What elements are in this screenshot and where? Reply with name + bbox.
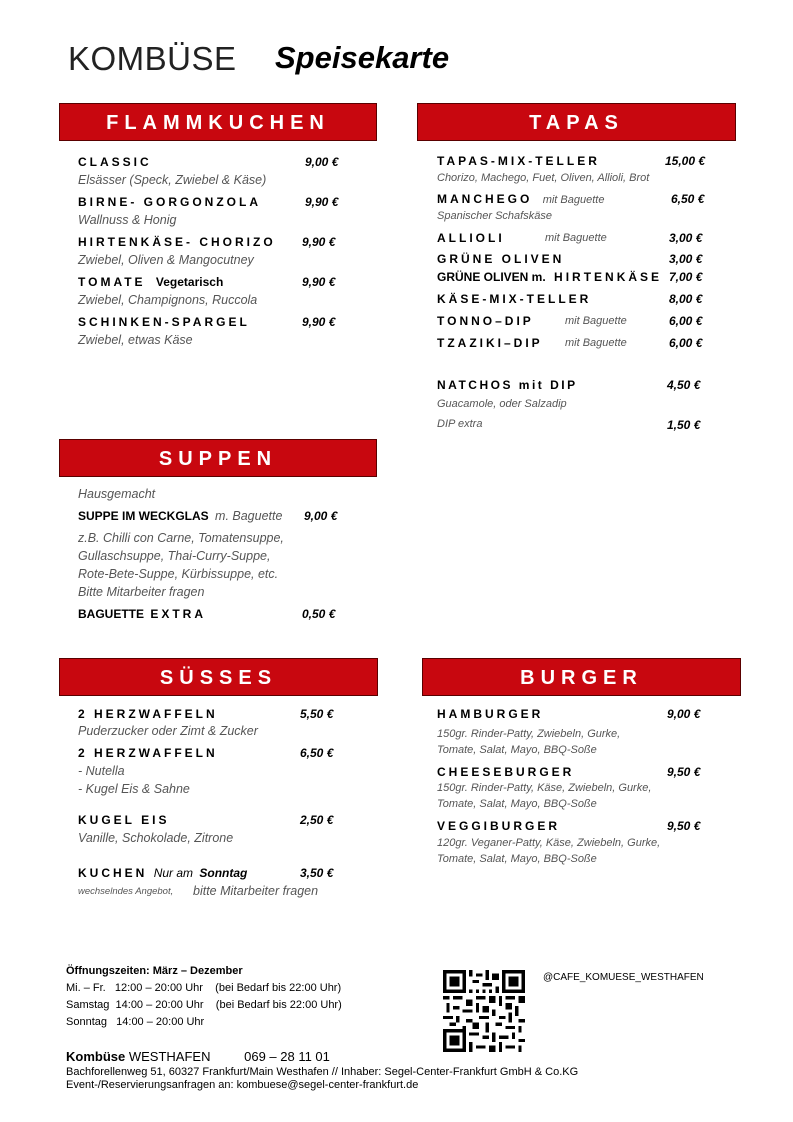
- menu-item-desc-small: wechselndes Angebot,: [78, 886, 174, 897]
- section-intro: Hausgemacht: [78, 487, 156, 501]
- menu-item-note: Nur am: [153, 866, 194, 880]
- menu-item-name-text: MANCHEGO: [437, 192, 533, 206]
- section-banner-burger: BURGER: [422, 658, 741, 696]
- menu-item-name: TAPAS-MIX-TELLER: [437, 154, 600, 168]
- menu-item-note: mit Baguette: [565, 315, 627, 327]
- menu-item-price: 6,50 €: [671, 192, 705, 206]
- menu-item-note-bold: Sonntag: [199, 866, 248, 880]
- menu-item-desc: Rote-Bete-Suppe, Kürbissuppe, etc.: [78, 567, 279, 581]
- section-banner-suesses: SÜSSES: [59, 658, 378, 696]
- menu-item-name-text: HIRTENKÄSE: [554, 270, 663, 284]
- menu-item-name: BIRNE- GORGONZOLA: [78, 195, 261, 209]
- opening-hours-line: Samstag 14:00 – 20:00 Uhr (bei Bedarf bis 22:00 Uhr): [66, 999, 342, 1011]
- menu-item-price: 9,50 €: [667, 819, 701, 833]
- menu-item-price: 7,00 €: [669, 270, 703, 284]
- address-line: Bachforellenweg 51, 60327 Frankfurt/Main Westhafen // Inhaber: Segel-Center-Frankfurt GmbH & Co.KG: [66, 1066, 579, 1078]
- menu-item-desc: Vanille, Schokolade, Zitrone: [78, 831, 234, 845]
- menu-item-desc: bitte Mitarbeiter fragen: [193, 884, 319, 898]
- menu-item-price: 3,00 €: [669, 231, 703, 245]
- menu-item-name: SCHINKEN-SPARGEL: [78, 315, 250, 329]
- menu-item-price: 15,00 €: [665, 154, 706, 168]
- menu-item-price: 9,00 €: [305, 155, 339, 169]
- menu-item-name: DIP extra: [437, 418, 483, 430]
- menu-item-name-text: TOMATE: [78, 275, 146, 289]
- brand-name: KOMBÜSE: [68, 40, 237, 77]
- menu-item-price: 9,90 €: [305, 195, 339, 209]
- menu-item-price: 8,00 €: [669, 292, 703, 306]
- menu-item-price: 0,50 €: [302, 607, 336, 621]
- menu-item-name: ALLIOLI: [437, 231, 505, 245]
- menu-item-desc: Gullaschsuppe, Thai-Curry-Suppe,: [78, 549, 271, 563]
- opening-hours-line: Sonntag 14:00 – 20:00 Uhr: [66, 1016, 205, 1028]
- menu-item-name-text: KUCHEN: [78, 866, 148, 880]
- menu-item-note: m. Baguette: [215, 509, 283, 523]
- menu-item-name-text: SUPPE IM WECKGLAS: [78, 509, 209, 523]
- menu-item-desc: 120gr. Veganer-Patty, Käse, Zwiebeln, Gurke,: [437, 837, 661, 849]
- menu-item-price: 9,50 €: [667, 765, 701, 779]
- menu-item-name: [78, 275, 223, 289]
- company-location: WESTHAFEN: [128, 1049, 211, 1064]
- menu-item-name: [78, 866, 247, 880]
- company-line: [66, 1049, 330, 1064]
- menu-item-desc: Zwiebel, Oliven & Mangocutney: [78, 253, 254, 267]
- menu-item-name: [437, 270, 662, 284]
- menu-item-name: HAMBURGER: [437, 707, 544, 721]
- menu-item-desc: Tomate, Salat, Mayo, BBQ-Soße: [437, 798, 597, 810]
- menu-item-price: 2,50 €: [300, 813, 334, 827]
- menu-item-price: 5,50 €: [300, 707, 334, 721]
- menu-item-name: GRÜNE OLIVEN: [437, 252, 565, 266]
- opening-hours-title: Öffnungszeiten: März – Dezember: [66, 965, 243, 977]
- menu-item-price: 6,00 €: [669, 314, 703, 328]
- menu-item-price: 3,00 €: [669, 252, 703, 266]
- menu-item-desc: Chorizo, Machego, Fuet, Oliven, Allioli, Brot: [437, 172, 650, 184]
- menu-item-name: NATCHOS mit DIP: [437, 378, 578, 392]
- menu-item-desc: Puderzucker oder Zimt & Zucker: [78, 724, 258, 738]
- menu-item-desc: Wallnuss & Honig: [78, 213, 177, 227]
- menu-item-note: mit Baguette: [545, 232, 607, 244]
- social-handle: @CAFE_KOMUESE_WESTHAFEN: [543, 972, 704, 983]
- menu-item-name: [78, 607, 206, 621]
- menu-item-desc: 150gr. Rinder-Patty, Zwiebeln, Gurke,: [437, 728, 621, 740]
- contact-line: Event-/Reservierungsanfragen an: kombuese@segel-center-frankfurt.de: [66, 1079, 419, 1091]
- menu-item-price: 9,90 €: [302, 315, 336, 329]
- menu-item-price: 9,90 €: [302, 235, 336, 249]
- menu-item-name: KÄSE-MIX-TELLER: [437, 292, 592, 306]
- phone-number: 069 – 28 11 01: [244, 1049, 330, 1064]
- menu-item-name: [437, 192, 604, 206]
- menu-item-name: KUGEL EIS: [78, 813, 170, 827]
- menu-item-name: 2 HERZWAFFELN: [78, 707, 218, 721]
- menu-item-desc: Spanischer Schafskäse: [437, 210, 552, 222]
- menu-item-name: HIRTENKÄSE- CHORIZO: [78, 235, 276, 249]
- menu-item-name: CLASSIC: [78, 155, 152, 169]
- menu-item-name: TONNO–DIP: [437, 314, 534, 328]
- menu-item-price: 4,50 €: [667, 378, 701, 392]
- menu-item-desc: z.B. Chilli con Carne, Tomatensuppe,: [78, 531, 284, 545]
- menu-item-name-text: EXTRA: [150, 607, 207, 621]
- menu-item-name: [78, 509, 282, 523]
- page-title: Speisekarte: [275, 40, 450, 75]
- menu-item-desc: - Kugel Eis & Sahne: [78, 782, 190, 796]
- company-name: Kombüse: [66, 1049, 126, 1064]
- menu-item-name: 2 HERZWAFFELN: [78, 746, 218, 760]
- menu-item-name-prefix: BAGUETTE: [78, 607, 144, 621]
- menu-item-desc: Zwiebel, etwas Käse: [78, 333, 193, 347]
- menu-item-note: mit Baguette: [565, 337, 627, 349]
- opening-hours-line: Mi. – Fr. 12:00 – 20:00 Uhr (bei Bedarf bis 22:00 Uhr): [66, 982, 342, 994]
- menu-item-tag: Vegetarisch: [155, 275, 224, 289]
- menu-item-price: 3,50 €: [300, 866, 334, 880]
- menu-item-price: 9,00 €: [667, 707, 701, 721]
- menu-item-name: CHEESEBURGER: [437, 765, 575, 779]
- menu-item-desc: 150gr. Rinder-Patty, Käse, Zwiebeln, Gurke,: [437, 782, 652, 794]
- section-banner-tapas: TAPAS: [417, 103, 736, 141]
- menu-item-desc: Tomate, Salat, Mayo, BBQ-Soße: [437, 853, 597, 865]
- menu-item-desc: Elsässer (Speck, Zwiebel & Käse): [78, 173, 267, 187]
- section-banner-suppen: SUPPEN: [59, 439, 377, 477]
- menu-item-price: 1,50 €: [667, 418, 701, 432]
- menu-item-desc: Zwiebel, Champignons, Ruccola: [78, 293, 258, 307]
- menu-item-price: 6,00 €: [669, 336, 703, 350]
- menu-item-desc: Tomate, Salat, Mayo, BBQ-Soße: [437, 744, 597, 756]
- menu-item-note: mit Baguette: [542, 194, 605, 206]
- menu-item-desc: - Nutella: [78, 764, 125, 778]
- qr-code-icon: [443, 970, 525, 1052]
- menu-item-price: 6,50 €: [300, 746, 334, 760]
- menu-item-name-prefix: GRÜNE OLIVEN m.: [437, 270, 546, 284]
- section-banner-flammkuchen: FLAMMKUCHEN: [59, 103, 377, 141]
- menu-item-name: VEGGIBURGER: [437, 819, 561, 833]
- menu-item-name: TZAZIKI–DIP: [437, 336, 543, 350]
- menu-item-price: 9,90 €: [302, 275, 336, 289]
- menu-item-price: 9,00 €: [304, 509, 338, 523]
- menu-item-desc: Bitte Mitarbeiter fragen: [78, 585, 205, 599]
- menu-item-desc: Guacamole, oder Salzadip: [437, 398, 567, 410]
